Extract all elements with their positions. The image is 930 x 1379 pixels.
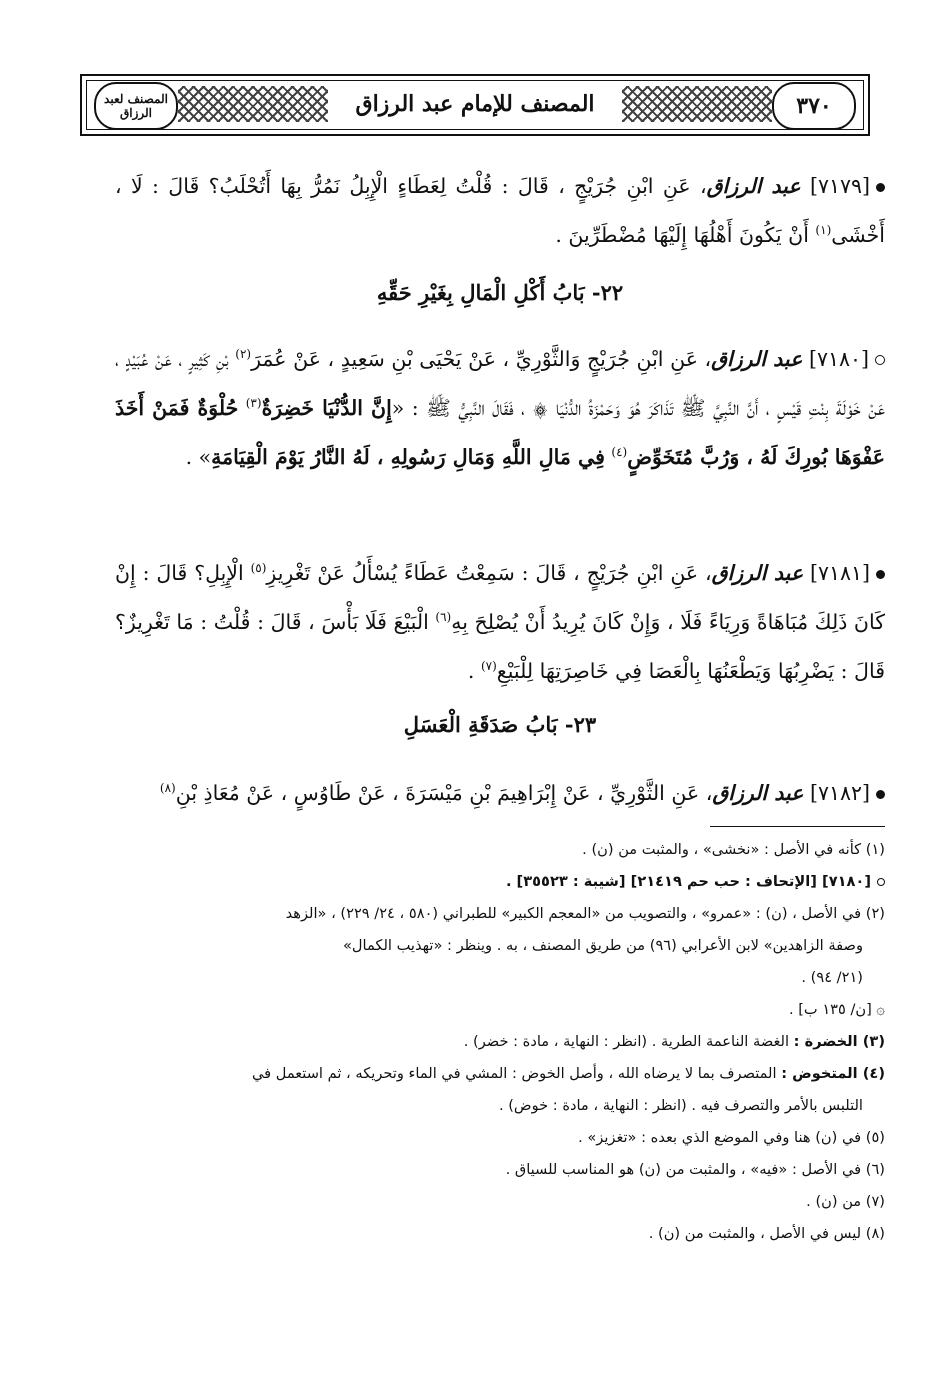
footnote-3: (٣) الخضرة : الغضة الناعمة الطرية . (انظر : النهاية ، مادة : خضر) .: [463, 1033, 885, 1050]
hadith-7182: [115, 766, 885, 815]
hadith-text: .: [467, 658, 475, 683]
footnote-divider: [710, 826, 885, 827]
footnote-8: (٨) ليس في الأصل ، والمثبت من (ن) .: [648, 1225, 885, 1242]
footnote-marker[interactable]: (٢): [235, 347, 252, 361]
book-emblem: المصنف لعبد الرزاق: [94, 82, 178, 130]
bullet-icon: [876, 183, 885, 192]
hadith-text: ، عَنِ ابْنِ جُرَيْجٍ ، قَالَ : قُلْتُ لِعَطَاءٍ الْإِبِلُ نَمُرُّ بِهَا أَتُحْلَبُ؟ قَالَ : لَا ،: [115, 174, 707, 198]
hadith-number: [٧١٨٢]: [809, 780, 870, 805]
bullet-hollow-icon: [877, 878, 885, 886]
hadith-number: [٧١٨٠]: [808, 346, 869, 371]
header-ornament-right: [622, 86, 772, 122]
prophetic-saying: إِنَّ الدُّنْيَا خَضِرَةٌ: [261, 395, 392, 420]
hadith-text: » .: [185, 444, 212, 469]
footnote-marker[interactable]: (٨): [159, 781, 176, 795]
footnote-5: (٥) في (ن) هنا وفي الموضع الذي بعده : «تغزيز» .: [578, 1129, 885, 1146]
bullet-icon: [876, 570, 885, 579]
header-ornament-left: [178, 86, 328, 122]
reference-7180: [٧١٨٠] [الإتحاف : حب حم ٢١٤١٩] [شيبة : ٣٥٥٢٣] .: [120, 866, 885, 898]
footnote-2: (٢) في الأصل ، (ن) : «عمرو» ، والتصويب من «المعجم الكبير» للطبراني (٥٨٠ ، ٢٤/ ٢٢٩) ، «الزهد: [285, 905, 885, 922]
chapter-heading: ٢٣- بَابُ صَدَقَةِ الْعَسَلِ: [403, 712, 597, 737]
page-header: [80, 74, 870, 136]
footnote-4: (٤) المتخوض : المتصرف بما لا يرضاه الله ، وأصل الخوض : المشي في الماء وتحريكه ، ثم استعمل في: [251, 1065, 885, 1082]
footnote-marker[interactable]: (٣): [245, 395, 262, 410]
hadith-7181: [115, 546, 885, 692]
hadith-text: أَخْشَى: [831, 222, 885, 247]
narrator-name: عبد الرزاق: [711, 560, 804, 585]
footnote-marker[interactable]: (٤): [611, 444, 628, 459]
hadith-text: ، عَنِ ابْنِ جُرَيْجٍ ، قَالَ : سَمِعْتُ عَطَاءً يُسْأَلُ عَنْ تَغْرِيزِ: [266, 560, 712, 585]
prophetic-saying: فِي مَالِ اللَّهِ وَمَالِ رَسُولِهِ ، لَهُ النَّارُ يَوْمَ الْقِيَامَةِ: [211, 444, 605, 469]
hadith-text: أَنْ يَكُونَ أَهْلُهَا إِلَيْهَا مُضْطَرِّينَ .: [555, 222, 809, 247]
footnote-6: (٦) في الأصل : «فيه» ، والمثبت من (ن) هو المناسب للسياق .: [505, 1161, 885, 1178]
footnote-marker[interactable]: (١): [815, 223, 832, 237]
running-title: المصنف للإمام عبد الرزاق: [355, 91, 595, 117]
hadith-text: الْبَيْعَ فَلَا بَأْسَ ، قَالَ : قُلْتُ : مَا تَغْرِيزٌ؟ قَالَ : يَضْرِبُهَا وَيَطْعَنُهَا بِالْعَصَا فِي خَاصِرَتِهَا لِلْبَيْعِ: [115, 609, 885, 683]
hadith-7179: [115, 164, 885, 257]
bullet-icon: [876, 790, 885, 799]
narrator-name: عبد الرزاق: [706, 174, 801, 198]
prophetic-saying: حُلْوَةٌ فَمَنْ أَخَذَ عَفْوَهَا بُورِكَ لَهُ ، وَرُبَّ مُتَخَوِّضٍ: [115, 395, 885, 469]
hadith-text: ، عَنِ الثَّوْرِيِّ ، عَنْ إِبْرَاهِيمَ بْنِ مَيْسَرَةَ ، عَنْ طَاوُسٍ ، عَنْ مُعَاذِ بْنِ: [175, 780, 713, 805]
footnote-2-cont: وصفة الزاهدين» لابن الأعرابي (٩٦) من طريق المصنف ، به . وينظر : «تهذيب الكمال»: [342, 937, 863, 954]
bullet-hollow-icon: [875, 355, 885, 365]
footnote-marker[interactable]: (٧): [480, 658, 497, 673]
footnote-2-cont: (٢١/ ٩٤) .: [801, 969, 863, 986]
chapter-heading: ٢٢- بَابُ أَكْلِ الْمَالِ بِغَيْرِ حَقِّهِ: [376, 280, 624, 305]
footnote-marker[interactable]: (٦): [435, 609, 452, 624]
footnote-4-cont: التلبس بالأمر والتصرف فيه . (انظر : النهاية ، مادة : خوض) .: [498, 1097, 863, 1114]
hadith-number: [٧١٨١]: [809, 560, 870, 585]
hadith-text: بْنِ كَثِيرٍ ، عَنْ عُبَيْدٍ ، عَنْ خَوْلَةَ بِنْتِ قَيْسٍ ، أَنَّ النَّبِيَّ ﷺ تَذَاكَرَ هُوَ وَحَمْزَةُ الدُّنْيَا ۞ ، فَقَالَ النَّبِيُّ ﷺ : «: [115, 346, 885, 420]
narrator-name: عبد الرزاق: [711, 346, 803, 371]
hadith-text: الْإِبِلِ؟ قَالَ : إِنْ كَانَ ذَلِكَ مُبَاهَاةً وَرِيَاءً فَلَا ، وَإِنْ كَانَ يُرِيدُ أَنْ يُصْلِحَ بِهِ: [115, 560, 885, 634]
hadith-7180: [115, 332, 885, 478]
folio-marker: ۞ [ن/ ١٣٥ ب] .: [788, 1001, 885, 1018]
narrator-name: عبد الرزاق: [712, 780, 804, 805]
footnote-marker[interactable]: (٥): [250, 561, 267, 575]
hadith-number: [٧١٧٩]: [809, 174, 870, 198]
footnote-7: (٧) من (ن) .: [806, 1193, 885, 1210]
page-number: ٣٧٠: [772, 82, 856, 130]
footnote-1: (١) كأنه في الأصل : «نخشى» ، والمثبت من (ن) .: [582, 841, 885, 858]
hadith-text: ، عَنِ ابْنِ جُرَيْجٍ وَالثَّوْرِيِّ ، عَنْ يَحْيَى بْنِ سَعِيدٍ ، عَنْ عُمَرَ: [251, 346, 712, 371]
footnotes: [120, 834, 885, 1250]
